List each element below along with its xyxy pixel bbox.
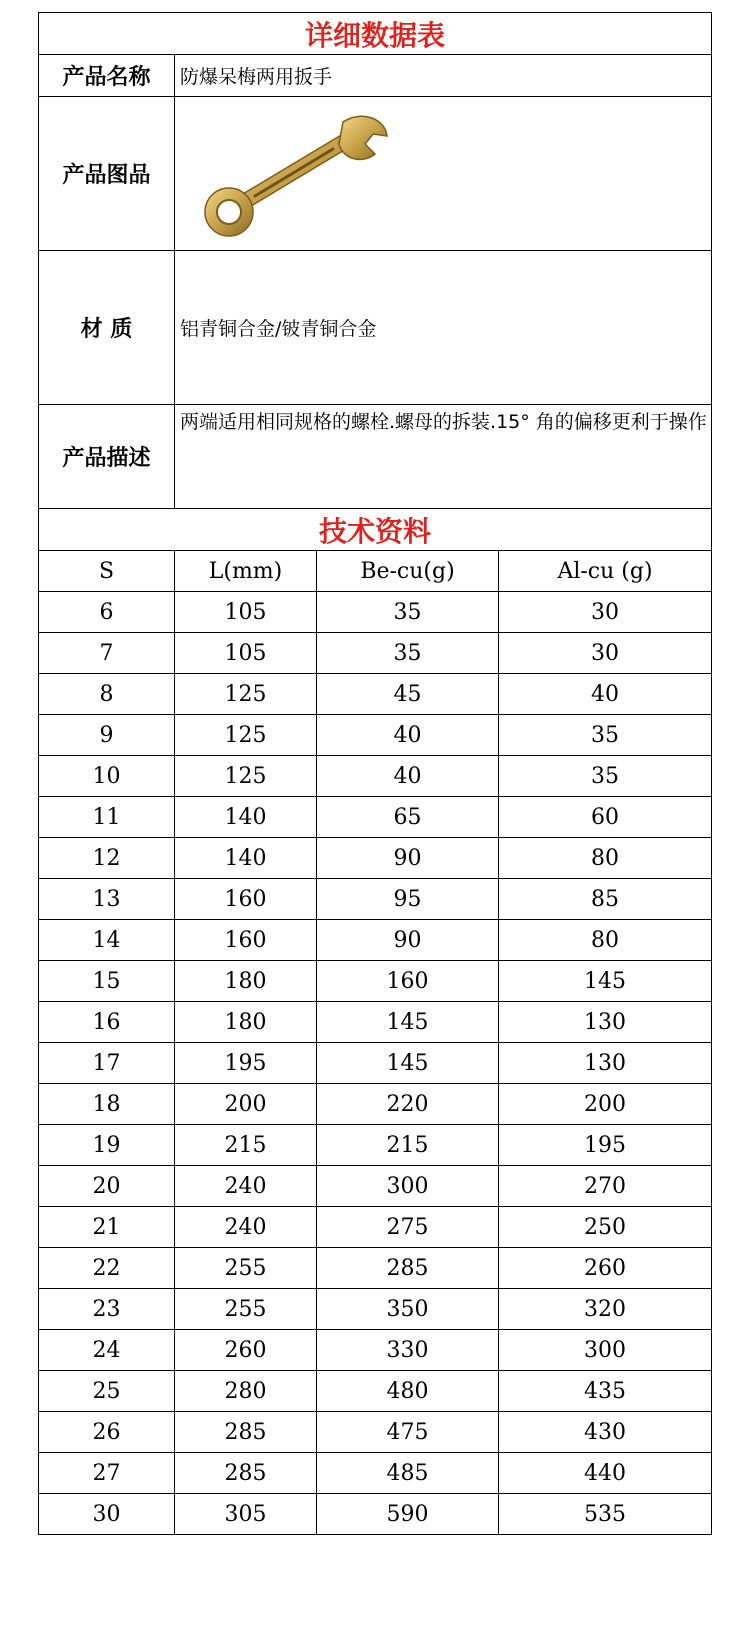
table-row <box>39 920 712 961</box>
column-header: S <box>39 551 175 592</box>
table-cell: 13 <box>39 879 175 920</box>
table-cell: 30 <box>499 592 712 633</box>
table-cell: 180 <box>175 1002 317 1043</box>
table-cell: 35 <box>317 592 499 633</box>
table-row <box>39 1453 712 1494</box>
table-cell: 350 <box>317 1289 499 1330</box>
table-cell: 180 <box>175 961 317 1002</box>
table-cell: 105 <box>175 633 317 674</box>
table-cell: 330 <box>317 1330 499 1371</box>
table-cell: 16 <box>39 1002 175 1043</box>
table-cell: 35 <box>499 715 712 756</box>
product-image-label: 产品图品 <box>39 97 175 251</box>
table-cell: 125 <box>175 715 317 756</box>
table-cell: 30 <box>499 633 712 674</box>
table-row <box>39 756 712 797</box>
table-cell: 35 <box>317 633 499 674</box>
table-cell: 260 <box>175 1330 317 1371</box>
description-value: 两端适用相同规格的螺栓.螺母的拆装.15° 角的偏移更利于操作 <box>175 405 712 509</box>
table-row <box>39 674 712 715</box>
description-label: 产品描述 <box>39 405 175 509</box>
table-cell: 15 <box>39 961 175 1002</box>
table-row <box>39 838 712 879</box>
table-row <box>39 1412 712 1453</box>
table-cell: 125 <box>175 756 317 797</box>
table-cell: 140 <box>175 797 317 838</box>
table-cell: 305 <box>175 1494 317 1535</box>
column-header: L(mm) <box>175 551 317 592</box>
table-cell: 18 <box>39 1084 175 1125</box>
table-cell: 160 <box>175 879 317 920</box>
table-cell: 10 <box>39 756 175 797</box>
table-cell: 255 <box>175 1289 317 1330</box>
table-row <box>39 1084 712 1125</box>
table-cell: 285 <box>175 1453 317 1494</box>
table-cell: 130 <box>499 1002 712 1043</box>
table-row <box>39 797 712 838</box>
table-header-row <box>39 551 712 592</box>
table-cell: 535 <box>499 1494 712 1535</box>
table-cell: 255 <box>175 1248 317 1289</box>
table-cell: 200 <box>499 1084 712 1125</box>
table-body <box>39 592 712 1535</box>
table-cell: 130 <box>499 1043 712 1084</box>
sheet-title: 详细数据表 <box>39 13 712 55</box>
table-row <box>39 1248 712 1289</box>
table-cell: 215 <box>317 1125 499 1166</box>
table-row <box>39 1002 712 1043</box>
table-cell: 160 <box>317 961 499 1002</box>
table-cell: 22 <box>39 1248 175 1289</box>
table-row <box>39 1125 712 1166</box>
table-cell: 25 <box>39 1371 175 1412</box>
table-cell: 145 <box>317 1043 499 1084</box>
table-cell: 21 <box>39 1207 175 1248</box>
table-cell: 240 <box>175 1166 317 1207</box>
table-cell: 145 <box>499 961 712 1002</box>
table-cell: 26 <box>39 1412 175 1453</box>
table-cell: 270 <box>499 1166 712 1207</box>
material-value: 铝青铜合金/铍青铜合金 <box>175 251 712 405</box>
table-cell: 95 <box>317 879 499 920</box>
table-row <box>39 715 712 756</box>
table-cell: 14 <box>39 920 175 961</box>
table-row <box>39 1166 712 1207</box>
column-header: Al-cu (g) <box>499 551 712 592</box>
table-cell: 435 <box>499 1371 712 1412</box>
table-cell: 80 <box>499 838 712 879</box>
table-row <box>39 1043 712 1084</box>
table-cell: 45 <box>317 674 499 715</box>
table-cell: 275 <box>317 1207 499 1248</box>
table-cell: 12 <box>39 838 175 879</box>
table-cell: 220 <box>317 1084 499 1125</box>
table-cell: 23 <box>39 1289 175 1330</box>
table-cell: 11 <box>39 797 175 838</box>
table-row <box>39 592 712 633</box>
wrench-image <box>193 104 393 244</box>
table-cell: 65 <box>317 797 499 838</box>
column-header: Be-cu(g) <box>317 551 499 592</box>
table-cell: 145 <box>317 1002 499 1043</box>
table-cell: 90 <box>317 838 499 879</box>
table-cell: 440 <box>499 1453 712 1494</box>
table-cell: 480 <box>317 1371 499 1412</box>
table-cell: 35 <box>499 756 712 797</box>
table-cell: 195 <box>499 1125 712 1166</box>
table-cell: 7 <box>39 633 175 674</box>
table-cell: 250 <box>499 1207 712 1248</box>
table-cell: 285 <box>317 1248 499 1289</box>
table-row <box>39 1289 712 1330</box>
table-cell: 260 <box>499 1248 712 1289</box>
table-cell: 200 <box>175 1084 317 1125</box>
table-cell: 80 <box>499 920 712 961</box>
table-row <box>39 1207 712 1248</box>
table-row <box>39 879 712 920</box>
table-cell: 215 <box>175 1125 317 1166</box>
table-cell: 280 <box>175 1371 317 1412</box>
table-cell: 85 <box>499 879 712 920</box>
table-cell: 40 <box>317 756 499 797</box>
table-row <box>39 1371 712 1412</box>
table-cell: 20 <box>39 1166 175 1207</box>
table-cell: 125 <box>175 674 317 715</box>
table-cell: 40 <box>317 715 499 756</box>
table-cell: 300 <box>317 1166 499 1207</box>
table-cell: 9 <box>39 715 175 756</box>
table-cell: 475 <box>317 1412 499 1453</box>
table-cell: 285 <box>175 1412 317 1453</box>
table-cell: 590 <box>317 1494 499 1535</box>
table-cell: 24 <box>39 1330 175 1371</box>
table-cell: 430 <box>499 1412 712 1453</box>
table-cell: 300 <box>499 1330 712 1371</box>
table-row <box>39 633 712 674</box>
table-cell: 6 <box>39 592 175 633</box>
table-cell: 19 <box>39 1125 175 1166</box>
product-name-label: 产品名称 <box>39 55 175 97</box>
table-cell: 17 <box>39 1043 175 1084</box>
table-cell: 60 <box>499 797 712 838</box>
table-cell: 485 <box>317 1453 499 1494</box>
table-cell: 105 <box>175 592 317 633</box>
tech-title: 技术资料 <box>39 509 712 551</box>
table-cell: 140 <box>175 838 317 879</box>
table-row <box>39 961 712 1002</box>
table-cell: 90 <box>317 920 499 961</box>
table-cell: 30 <box>39 1494 175 1535</box>
product-image-cell <box>175 97 712 251</box>
product-table <box>38 12 712 1535</box>
table-cell: 40 <box>499 674 712 715</box>
product-name-value: 防爆呆梅两用扳手 <box>175 55 712 97</box>
table-cell: 8 <box>39 674 175 715</box>
table-cell: 195 <box>175 1043 317 1084</box>
table-cell: 240 <box>175 1207 317 1248</box>
table-row <box>39 1330 712 1371</box>
table-cell: 160 <box>175 920 317 961</box>
table-cell: 27 <box>39 1453 175 1494</box>
table-row <box>39 1494 712 1535</box>
material-label: 材 质 <box>39 251 175 405</box>
product-data-sheet <box>38 12 711 1535</box>
table-cell: 320 <box>499 1289 712 1330</box>
